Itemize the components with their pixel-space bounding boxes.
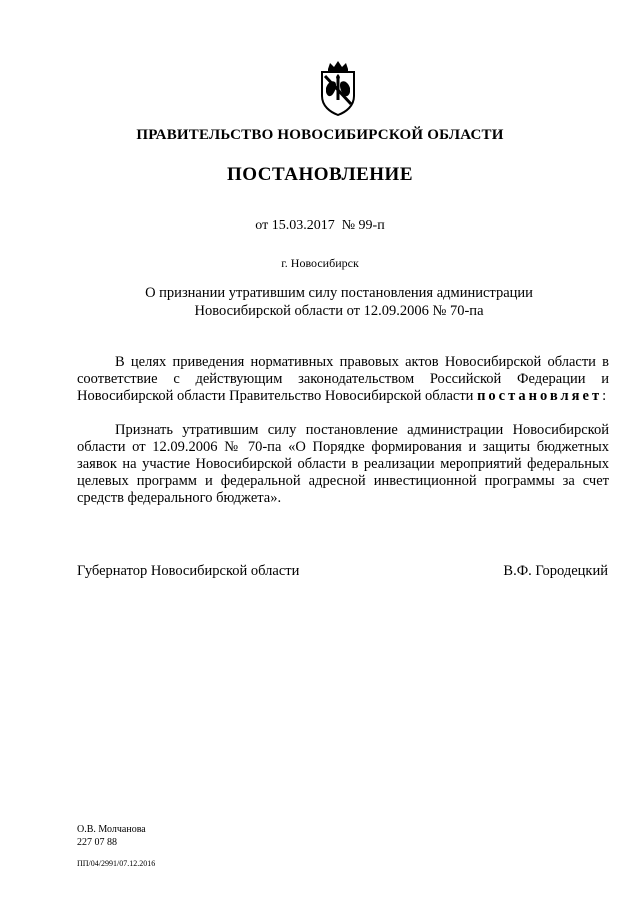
body-paragraph-preamble xyxy=(77,354,609,405)
signatory-name: В.Ф. Городецкий xyxy=(503,563,608,579)
document-type-title: ПОСТАНОВЛЕНИЕ xyxy=(226,164,414,185)
decree-colon: : xyxy=(602,388,607,404)
signatory-position: Губернатор Новосибирской области xyxy=(77,563,300,579)
document-date-number: от 15.03.2017 № 99-п xyxy=(255,218,385,233)
novosibirsk-coat-of-arms-icon xyxy=(317,60,359,116)
executor-name: О.В. Молчанова xyxy=(77,824,146,835)
decision-text: Признать утратившим силу постановление администрации Новосибирской области от 12.09.2006 № 70-па «О Порядке формирования и защиты бюджетных заявок на участие Новосибирской области в реализации мероприятий федеральных целевых программ и федеральной адресной инвестиционной программы за счет средств федерального бюджета». xyxy=(77,422,609,506)
executor-block xyxy=(77,823,146,849)
subject-line-1: О признании утратившим силу постановления администрации xyxy=(145,285,533,301)
executor-phone: 227 07 88 xyxy=(77,837,117,848)
organization-title: ПРАВИТЕЛЬСТВО НОВОСИБИРСКОЙ ОБЛАСТИ xyxy=(136,127,504,143)
body-paragraph-decision xyxy=(77,422,609,507)
document-city: г. Новосибирск xyxy=(281,256,359,270)
subject-line-2: Новосибирской области от 12.09.2006 № 70-па xyxy=(194,303,484,319)
preamble-text: В целях приведения нормативных правовых актов Новосибирской области в соответствие с действующим законодательством Российской Федерации и Новосибирской области Правительство Новосибирской области xyxy=(77,354,609,404)
document-subject xyxy=(100,284,578,320)
document-registration-code: ПП/04/2991/07.12.2016 xyxy=(77,859,156,868)
decree-word: постановляет xyxy=(477,388,603,404)
